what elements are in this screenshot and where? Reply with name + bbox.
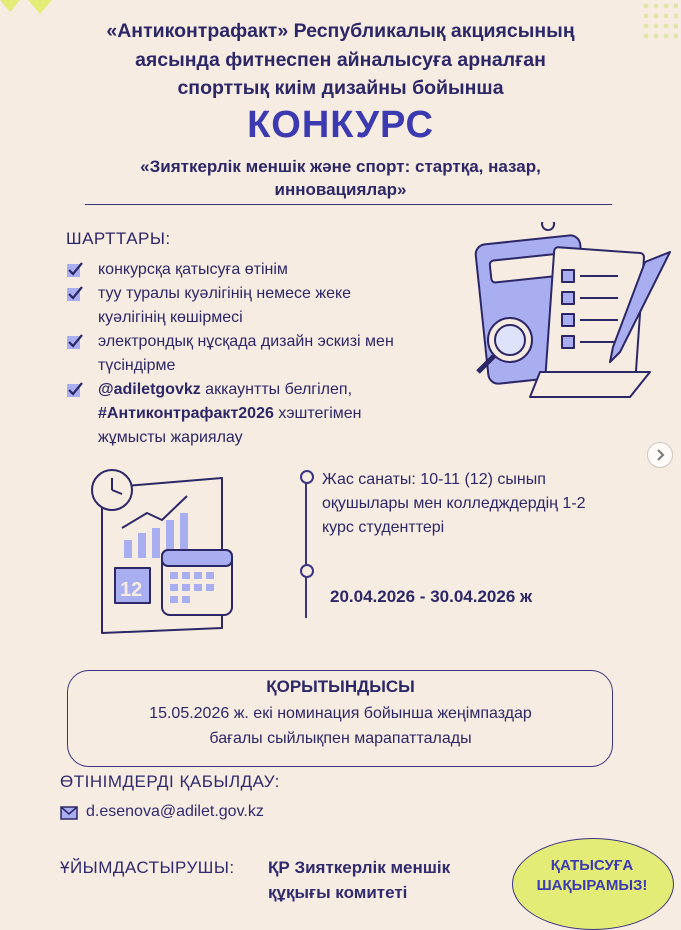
divider [85,204,612,205]
check-icon [66,333,84,351]
organizer-label: ҰЙЫМДАСТЫРУШЫ: [60,858,235,877]
subtitle-line-1: «Зияткерлік меншік және спорт: стартқа, назар, [140,157,541,176]
condition-text: электрондық нұсқада дизайн эскизі мен [98,333,394,350]
organizer-name-line-1: ҚР Зияткерлік меншік [268,858,451,877]
header-line-1: «Антиконтрафакт» Республикалық акциясының [106,20,575,42]
condition-text: хэштегімен [273,405,362,422]
timeline-dot [300,564,314,578]
calendar-icon [72,458,252,638]
results-line-1: 15.05.2026 ж. екі номинация бойынша жеңімпаздар [149,705,532,722]
results-line-2: бағалы сыйлықпен марапатталады [209,730,472,747]
age-line-2: оқушылары мен колледждердің 1-2 [322,495,586,512]
clipboard-icon [470,222,680,412]
header-line-2: аясында фитнеспен айналысуға арналған [135,49,546,71]
next-button[interactable] [647,442,673,468]
condition-text: жұмысты жариялау [98,429,243,446]
calendar-number: 12 [120,579,143,601]
check-icon [66,381,84,399]
condition-text: түсіндірме [98,357,176,374]
cta-line-1: ҚАТЫСУҒА [550,857,634,874]
next-arrow-icon [648,443,672,467]
mail-icon [60,806,78,820]
condition-text: конкурсқа қатысуға өтінім [98,261,288,278]
results-title: ҚОРЫТЫНДЫСЫ [266,677,415,696]
date-range: 20.04.2026 - 30.04.2026 ж [330,587,533,606]
header-line-3: спорттық киім дизайны бойынша [177,77,504,99]
age-line-1: Жас санаты: 10-11 (12) сынып [322,471,546,488]
page-title: КОНКУРС [247,104,434,146]
condition-text: туу туралы куәлігінің немесе жеке [98,285,352,302]
account-handle: @adiletgovkz [98,381,201,398]
applications-heading: ӨТІНІМДЕРДІ ҚАБЫЛДАУ: [60,772,280,791]
check-icon [66,261,84,279]
condition-text: куәлігінің көшірмесі [98,309,243,326]
condition-text: аккаунтты белгілеп, [200,381,353,398]
timeline-dot [300,470,314,484]
cta-line-2: ШАҚЫРАМЫЗ! [536,877,648,894]
organizer-name-line-2: құқығы комитеті [268,883,408,902]
check-icon [66,285,84,303]
age-line-3: курс студенттері [322,519,445,536]
conditions-heading: ШАРТТАРЫ: [66,229,171,248]
timeline-line [305,478,307,618]
subtitle-line-2: инновациялар» [274,180,407,199]
hashtag: #Антиконтрафакт2026 [98,405,274,422]
email-link[interactable]: d.esenova@adilet.gov.kz [86,803,264,820]
